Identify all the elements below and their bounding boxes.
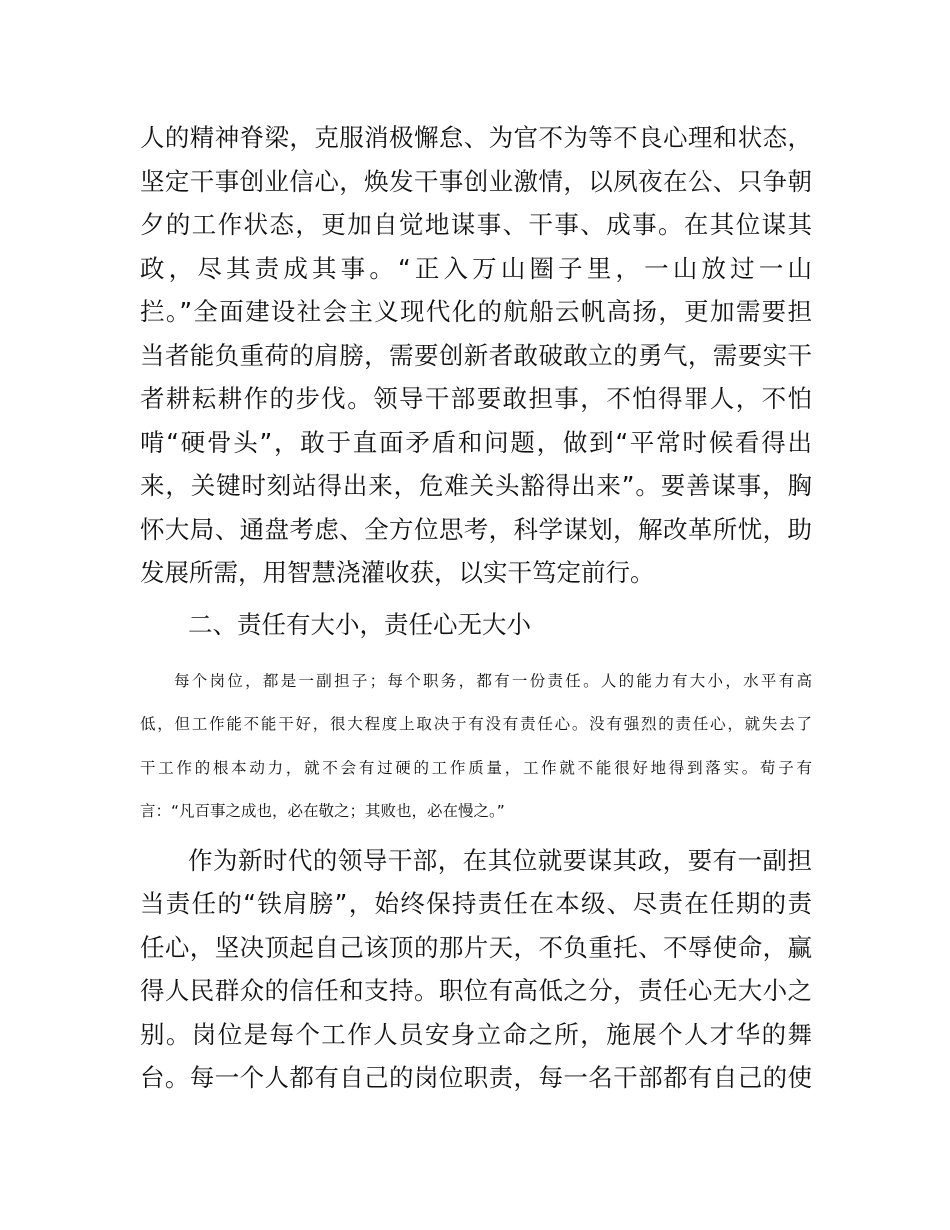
paragraph-1-line: 人的精神脊梁，克服消极懈怠、为官不为等不良心理和状态，	[140, 123, 812, 152]
paragraph-2-line: 低，但工作能不能干好，很大程度上取决于有没有责任心。没有强烈的责任心，就失去了	[140, 715, 812, 733]
paragraph-3-line: 台。每一个人都有自己的岗位职责，每一名干部都有自己的使	[140, 1063, 812, 1092]
paragraph-1-line: 拦。”全面建设社会主义现代化的航船云帆高扬，更加需要担	[140, 297, 812, 326]
paragraph-3-line: 作为新时代的领导干部，在其位就要谋其政，要有一副担	[188, 846, 812, 875]
paragraph-1-line: 者耕耘耕作的步伐。领导干部要敢担事，不怕得罪人，不怕	[140, 384, 812, 413]
paragraph-1-line: 来，关键时刻站得出来，危难关头豁得出来”。要善谋事，胸	[140, 471, 812, 500]
paragraph-2-line: 干工作的根本动力，就不会有过硬的工作质量，工作就不能很好地得到落实。荀子有	[140, 759, 812, 777]
paragraph-3-line: 得人民群众的信任和支持。职位有高低之分，责任心无大小之	[140, 976, 812, 1005]
paragraph-1-line: 坚定干事创业信心，焕发干事创业激情，以夙夜在公、只争朝	[140, 167, 812, 196]
paragraph-1-line: 政，尽其责成其事。“正入万山圈子里，一山放过一山	[140, 254, 812, 283]
paragraph-3-line: 当责任的“铁肩膀”，始终保持责任在本级、尽责在任期的责	[140, 889, 812, 918]
paragraph-1-line: 怀大局、通盘考虑、全方位思考，科学谋划，解改革所忧，助	[140, 515, 812, 544]
paragraph-2-line: 每个岗位，都是一副担子；每个职务，都有一份责任。人的能力有大小，水平有高	[174, 672, 812, 690]
paragraph-3-line: 别。岗位是每个工作人员安身立命之所，施展个人才华的舞	[140, 1020, 812, 1049]
paragraph-3-line: 任心，坚决顶起自己该顶的那片天，不负重托、不辱使命，赢	[140, 933, 812, 962]
paragraph-1-line: 啃“硬骨头”，敢于直面矛盾和问题，做到“平常时候看得出	[140, 428, 812, 457]
paragraph-1-line: 当者能负重荷的肩膀，需要创新者敢破敢立的勇气，需要实干	[140, 341, 812, 370]
paragraph-1-line: 夕的工作状态，更加自觉地谋事、干事、成事。在其位谋其	[140, 210, 812, 239]
section-heading: 二、责任有大小，责任心无大小	[188, 610, 531, 639]
paragraph-2-line: 言：“凡百事之成也，必在敬之；其败也，必在慢之。”	[140, 802, 505, 820]
paragraph-1-line: 发展所需，用智慧浇灌收获，以实干笃定前行。	[140, 558, 655, 587]
